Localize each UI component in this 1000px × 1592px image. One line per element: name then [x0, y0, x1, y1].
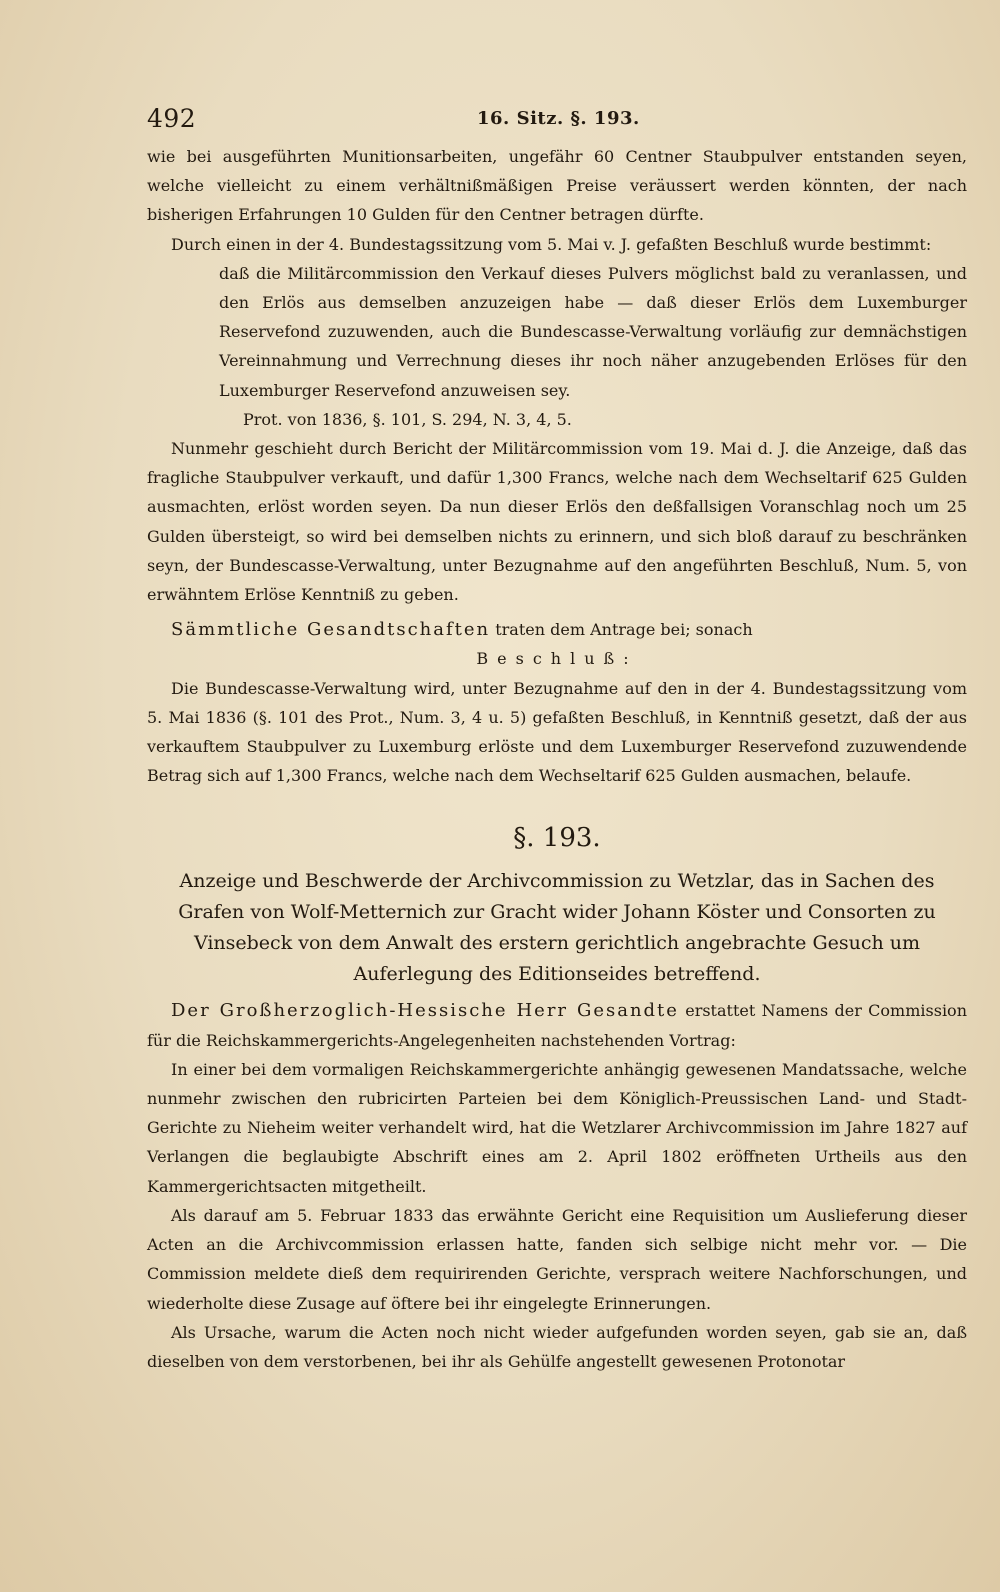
page-header: [147, 98, 967, 142]
beschluss-heading: Beschluß:: [476, 649, 638, 669]
paragraph-2: Durch einen in der 4. Bundestagssitzung vom 5. Mai v. J. gefaßten Beschluß wurde bestimmt:: [171, 234, 932, 254]
section-number: §. 193.: [513, 823, 601, 854]
paragraph-8: Als darauf am 5. Februar 1833 das erwähnte Gericht eine Requisition um Auslieferung dieser Acten an die Archivcommission erlassen hatte, fanden sich selbige nicht mehr vor. — Die Commission meldete dieß dem requirirenden Gerichte, versprach weitere Nachforschungen, und wiederholte diese Zusage auf öftere bei ihr eingelegte Erinnerungen.: [147, 1205, 967, 1313]
paragraph-7: In einer bei dem vormaligen Reichskammergerichte anhängig gewesenen Mandatssache, welche nunmehr zwischen den rubricirten Parteien bei dem Königlich-Preussischen Land- und Stadt-Gerichte zu Nieheim weiter verhandelt wird, hat die Wetzlarer Archivcommission im Jahre 1827 auf Verlangen die beglaubigte Abschrift eines am 2. April 1802 eröffneten Urtheils aus den Kammergerichtsacten mitgetheilt.: [147, 1059, 967, 1196]
page-number: 492: [147, 104, 197, 133]
paragraph-5: Die Bundescasse-Verwaltung wird, unter Bezugnahme auf den in der 4. Bundestagssitzung vom 5. Mai 1836 (§. 101 des Prot., Num. 3, 4 u. 5) gefaßten Beschluß, in Kenntniß gesetzt, daß der aus verkauftem Staubpulver zu Luxemburg erlöste und dem Luxemburger Reservefond zuzuwendende Betrag sich auf 1,300 Francs, welche nach dem Wechseltarif 625 Gulden ausmachen, belaufe.: [147, 678, 967, 786]
paragraph-6: [147, 996, 967, 1054]
page-content: [147, 142, 967, 1376]
paragraph-9: Als Ursache, warum die Acten noch nicht wieder aufgefunden worden seyen, gab sie an, daß dieselben von dem verstorbenen, bei ihr als Gehülfe angestellt gewesenen Protonotar: [147, 1322, 967, 1371]
protocol-reference: Prot. von 1836, §. 101, S. 294, N. 3, 4, 5.: [243, 409, 572, 429]
paragraph-4: [147, 615, 967, 644]
spaced-subject-1: Sämmtliche Gesandtschaften: [171, 619, 491, 641]
quoted-resolution: daß die Militärcommission den Verkauf dieses Pulvers möglichst bald zu veranlassen, und den Erlös aus demselben anzuzeigen habe — daß dieser Erlös dem Luxemburger Reservefond zuzuwenden, auch die Bundescasse-Verwaltung vorläufig zur demnächstigen Vereinnahmung und Verrechnung dieses ihr noch näher anzugebenden Erlöses für den Luxemburger Reservefond anzuweisen sey.: [219, 263, 967, 400]
paragraph-4-rest: traten dem Antrage bei; sonach: [490, 620, 753, 640]
spaced-subject-2: Der Großherzoglich-Hessische Herr Gesandte: [171, 1000, 679, 1022]
paragraph-3: Nunmehr geschieht durch Bericht der Militärcommission vom 19. Mai d. J. die Anzeige, daß das fragliche Staubpulver verkauft, und dafür 1,300 Francs, welche nach dem Wechseltarif 625 Gulden ausmachten, erlöst worden seyen. Da nun dieser Erlös den deßfallsigen Voranschlag noch um 25 Gulden übersteigt, so wird bei demselben nichts zu erinnern, und sich bloß darauf zu beschränken seyn, der Bundescasse-Verwaltung, unter Bezugnahme auf den angeführten Beschluß, Num. 5, von erwähntem Erlöse Kenntniß zu geben.: [147, 439, 967, 605]
paragraph-1: wie bei ausgeführten Munitionsarbeiten, ungefähr 60 Centner Staubpulver entstanden seyen, welche vielleicht zu einem verhältnißmäßigen Preise veräussert werden könnten, der nach bisherigen Erfahrungen 10 Gulden für den Centner betragen dürfte.: [147, 147, 967, 225]
paragraph-6-rest: erstattet Namens der Commission für die Reichskammergerichts-Angelegenheiten nachstehenden Vortrag:: [147, 1001, 967, 1050]
section-heading: Anzeige und Beschwerde der Archivcommission zu Wetzlar, das in Sachen des Grafen von Wolf-Metternich zur Gracht wider Johann Köster und Consorten zu Vinsebeck von dem Anwalt des erstern gerichtlich angebrachte Gesuch um Auferlegung des Editionseides betreffend.: [178, 870, 936, 986]
running-head: 16. Sitz. §. 193.: [477, 108, 640, 129]
